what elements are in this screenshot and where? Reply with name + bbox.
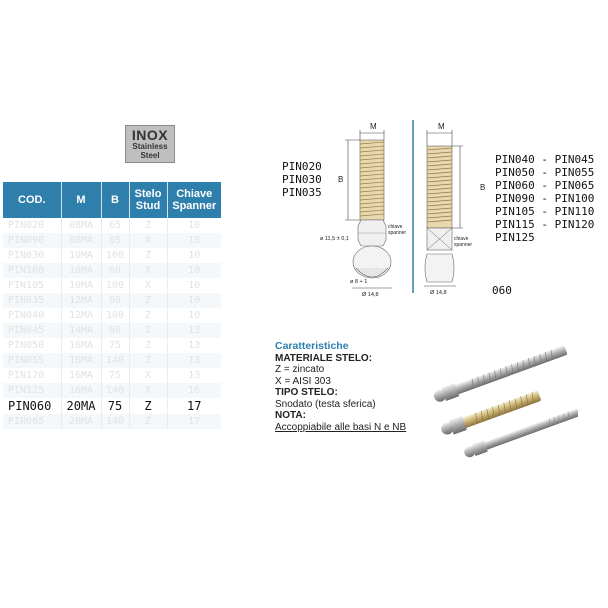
table-cell: 20MA [61,414,101,429]
left-code-label: PIN030 [282,173,322,186]
col-header-stelo: Stelo Stud [129,182,167,218]
table-cell: PIN050 [3,338,61,353]
badge-line1: INOX [131,127,169,143]
table-cell: 60 [101,323,129,338]
table-cell: 75 [101,398,129,414]
technical-drawing [280,118,608,308]
characteristics-block [275,341,450,433]
table-row [3,368,221,383]
type-heading: TIPO STELO: [275,387,338,398]
table-cell: 17 [167,398,221,414]
partial-code-label: 060 [492,284,512,297]
col-header-m: M [61,182,101,218]
right-dim-b: B [480,183,486,192]
stud-photo-1 [433,343,568,404]
table-cell: 10 [188,220,201,231]
table-cell: X [129,233,167,248]
table-cell: 16MA [61,353,101,368]
note-value: Accoppiabile alle basi N e NB [275,421,407,433]
right-code-label: PIN115 - PIN120 [495,218,595,231]
table-cell: 60 [101,263,129,278]
left-dia-neck: ø 8 + 1 [350,279,368,285]
right-code-label: PIN090 - PIN100 [495,192,595,205]
table-cell: 100 [101,278,129,293]
table-row [3,414,221,429]
col-header-cod: COD. [3,182,61,218]
table-cell: PIN060 [3,398,61,414]
table-cell: PIN040 [3,308,61,323]
table-cell: 13 [188,370,201,381]
table-row [3,383,221,398]
right-dim-m: M [438,122,445,131]
table-cell: 13 [188,340,201,351]
spec-table [3,182,221,429]
table-cell: PIN090 [3,233,61,248]
table-cell: Z [129,293,167,308]
table-row [3,263,221,278]
left-pin-drawing [320,122,406,298]
table-cell: 13 [167,323,221,338]
table-cell: 16MA [61,338,101,353]
table-cell: Z [129,323,167,338]
table-cell: 140 [101,414,129,429]
badge-line2: Stainless [132,142,168,151]
note-heading: NOTA: [275,410,306,421]
right-code-label: PIN125 [495,231,535,244]
table-cell: Z [129,353,167,368]
material-x: X = AISI 303 [275,375,331,387]
table-cell: 10MA [61,263,101,278]
inox-stainless-steel-badge [125,125,175,163]
table-cell: 16MA [61,383,101,398]
col-header-chiave: Chiave Spanner [167,182,221,218]
table-cell: 75 [101,368,129,383]
badge-line3: Steel [140,151,160,160]
table-cell: Z [129,218,167,233]
table-cell: Z [129,414,167,429]
table-cell: 14MA [61,323,101,338]
table-row [3,248,221,263]
table-cell: 65 [101,218,129,233]
table-header-row [3,182,221,218]
table-row [3,278,221,293]
table-row-highlighted [3,398,221,414]
product-photo [433,336,578,458]
table-cell: 100 [101,308,129,323]
table-cell: PIN100 [3,263,61,278]
table-cell: Z [129,248,167,263]
table-cell: 10 [167,293,221,308]
table-row [3,233,221,248]
table-cell: PIN030 [3,248,61,263]
table-row [3,338,221,353]
table-cell: 16MA [61,368,101,383]
table-row [3,308,221,323]
left-spanner-label: chiave [388,224,403,230]
table-cell: X [129,383,167,398]
table-cell: PIN035 [3,293,61,308]
table-cell: Z [129,398,167,414]
material-z: Z = zincato [275,364,325,375]
material-heading: MATERIALE STELO: [275,352,373,364]
table-cell: PIN120 [3,368,61,383]
table-cell: 08MA [61,233,101,248]
table-cell: 75 [101,338,129,353]
table-cell: 100 [101,248,129,263]
table-cell: 16 [167,383,221,398]
table-cell: 140 [101,383,129,398]
left-dia-head: ø 11,5 ± 0,1 [320,236,349,242]
table-cell: 10MA [61,248,101,263]
table-cell: 10 [188,280,201,291]
table-cell: 20MA [61,398,101,414]
table-row [3,353,221,368]
table-row [3,323,221,338]
right-code-label: PIN040 - PIN045 [495,153,595,166]
table-cell: PIN045 [3,323,61,338]
table-cell: 10 [188,310,201,321]
table-cell: PIN125 [3,383,61,398]
characteristics-title: Caratteristiche [275,340,349,352]
right-spanner-label: chiave [454,236,469,242]
table-cell: 65 [101,233,129,248]
table-cell: PIN065 [3,414,61,429]
table-cell: X [129,368,167,383]
left-code-label: PIN035 [282,186,322,199]
table-cell: 10 [167,233,221,248]
table-cell: 10 [167,263,221,278]
table-cell: PIN020 [3,218,61,233]
table-cell: 17 [167,414,221,429]
table-cell: 140 [101,353,129,368]
right-code-label: PIN050 - PIN055 [495,166,595,179]
left-dia-base: Ø 14,8 [362,292,379,298]
right-pin-drawing [424,122,485,296]
table-cell: Z [129,308,167,323]
table-cell: 08MA [61,218,101,233]
table-row [3,293,221,308]
left-dim-m: M [370,122,377,131]
right-dia-base: Ø 14,8 [430,290,447,296]
type-value: Snodato (testa sferica) [275,398,376,410]
table-cell: 12MA [61,293,101,308]
table-cell: PIN055 [3,353,61,368]
table-cell: X [129,278,167,293]
table-cell: PIN105 [3,278,61,293]
left-code-label: PIN020 [282,160,322,173]
table-cell: Z [129,338,167,353]
table-cell: 60 [101,293,129,308]
right-code-label: PIN060 - PIN065 [495,179,595,192]
right-code-label: PIN105 - PIN110 [495,205,595,218]
table-row [3,218,221,233]
svg-text:spanner: spanner [388,230,407,236]
table-cell: 10 [188,250,201,261]
left-dim-b: B [338,175,344,184]
col-header-b: B [101,182,129,218]
table-cell: 12MA [61,308,101,323]
table-cell: X [129,263,167,278]
svg-text:spanner: spanner [454,242,473,248]
table-body [3,218,221,429]
table-cell: 13 [167,353,221,368]
table-cell: 10MA [61,278,101,293]
